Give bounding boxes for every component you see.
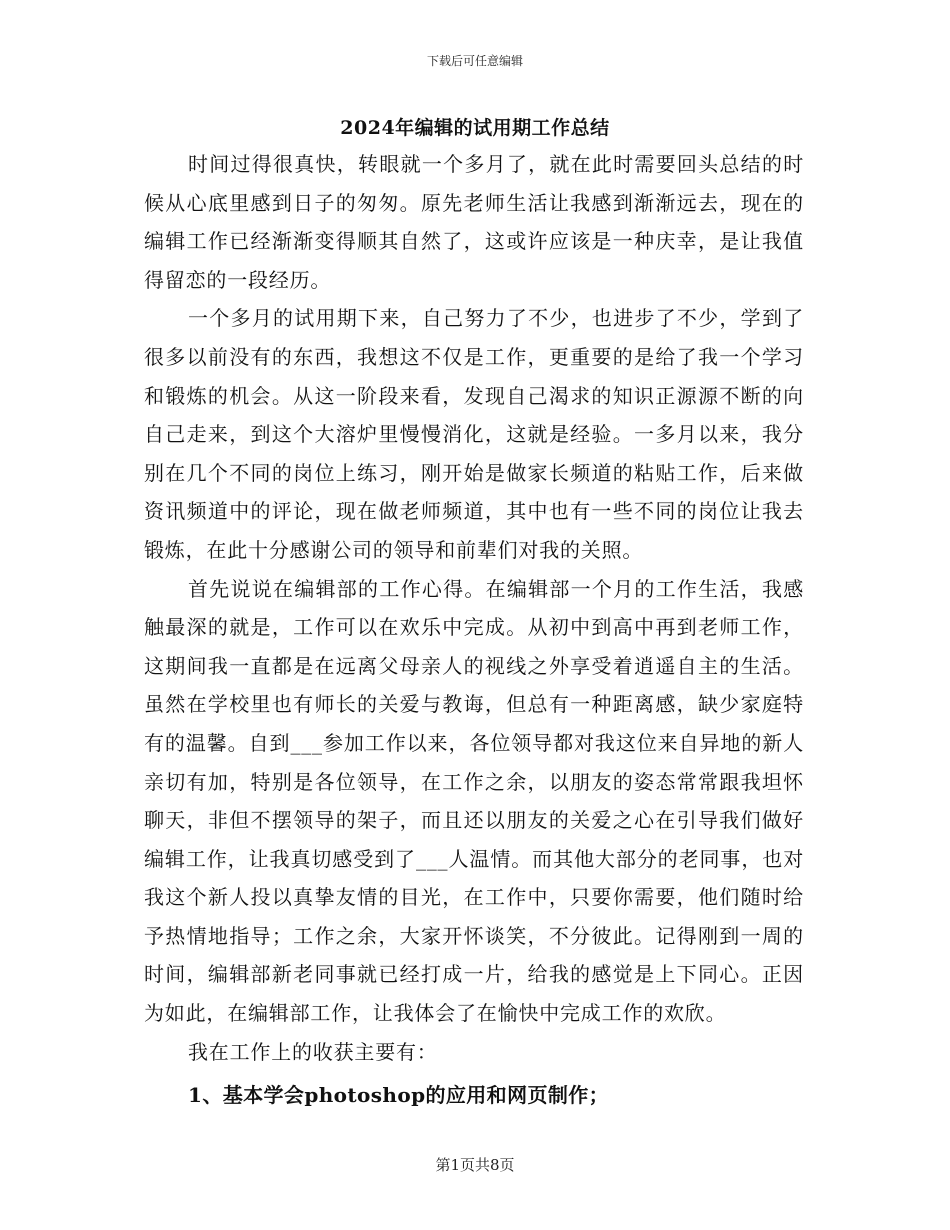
document-title: 2024年编辑的试用期工作总结 xyxy=(340,117,610,139)
paragraph-editorial-experience: 首先说说在编辑部的工作心得。在编辑部一个月的工作生活，我感触最深的就是，工作可以在欢乐中完成。从初中到高中再到老师工作，这期间我一直都是在远离父母亲人的视线之外享受着逍遥自主的生活。虽然在学校里也有师长的关爱与教诲，但总有一种距离感，缺少家庭特有的温馨。自到___参加工作以来，各位领导都对我这位来自异地的新人亲切有加，特别是各位领导，在工作之余，以朋友的姿态常常跟我坦怀聊天，非但不摆领导的架子，而且还以朋友的关爱之心在引导我们做好编辑工作，让我真切感受到了___人温情。而其他大部分的老同事，也对我这个新人投以真挚友情的目光，在工作中，只要你需要，他们随时给予热情地指导；工作之余，大家开怀谈笑，不分彼此。记得刚到一周的时间，编辑部新老同事就已经打成一片，给我的感觉是上下同心。正因为如此，在编辑部工作，让我体会了在愉快中完成工作的欢欣。 xyxy=(144,576,804,1026)
paragraph-intro: 时间过得很真快，转眼就一个多月了，就在此时需要回头总结的时候从心底里感到日子的匆匆。原先老师生活让我感到渐渐远去，现在的编辑工作已经渐渐变得顺其自然了，这或许应该是一种庆幸，是让我值得留恋的一段经历。 xyxy=(144,152,804,292)
document-body xyxy=(144,145,804,1115)
page-footer-number: 第1页共8页 xyxy=(435,1156,515,1174)
section-heading-1: 1、基本学会photoshop的应用和网页制作； xyxy=(188,1083,610,1108)
paragraph-gains-intro: 我在工作上的收获主要有： xyxy=(188,1039,438,1064)
page-header-note: 下载后可任意编辑 xyxy=(426,54,523,68)
paragraph-probation: 一个多月的试用期下来，自己努力了不少，也进步了不少，学到了很多以前没有的东西，我想这不仅是工作，更重要的是给了我一个学习和锻炼的机会。从这一阶段来看，发现自己渴求的知识正源源不断的向自己走来，到这个大溶炉里慢慢消化，这就是经验。一多月以来，我分别在几个不同的岗位上练习，刚开始是做家长频道的粘贴工作，后来做资讯频道中的评论，现在做老师频道，其中也有一些不同的岗位让我去锻炼，在此十分感谢公司的领导和前辈们对我的关照。 xyxy=(144,306,804,562)
